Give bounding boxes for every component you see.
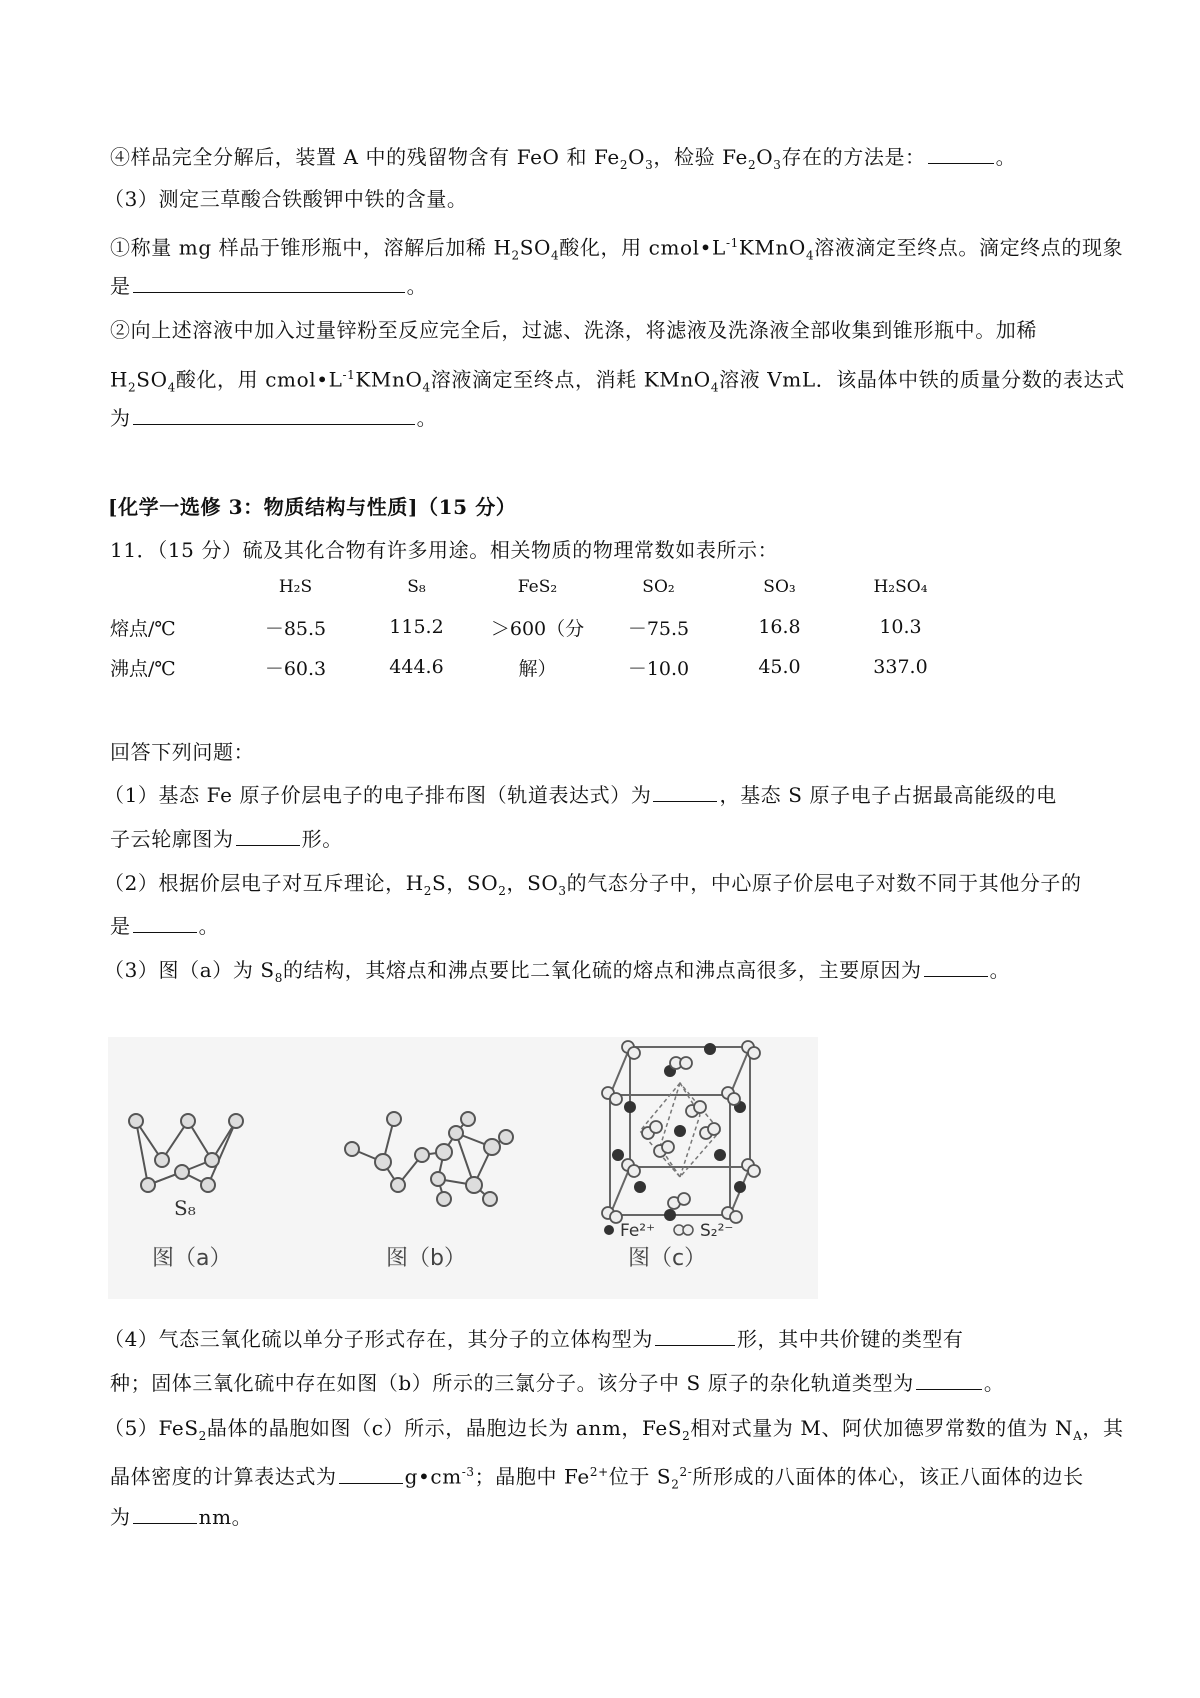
question-line-titration-1: ①称量 mg 样品于锥形瓶中，溶解后加稀 $H_2SO_4$酸化，用 $cmol•L^{-1}KMnO_4$溶液滴定至终点。滴定终点的现象 bbox=[110, 235, 1124, 263]
q11-part-4-line-2 bbox=[110, 1369, 1004, 1397]
text: ，基态 S 原子电子占据最高能级的电 bbox=[719, 783, 1057, 807]
answer-blank[interactable] bbox=[916, 1369, 982, 1390]
question-line-zinc: ②向上述溶液中加入过量锌粉至反应完全后，过滤、洗涤，将滤液及洗涤液全部收集到锥形瓶中。加稀 bbox=[110, 318, 1037, 342]
s2-legend-marker bbox=[683, 1225, 693, 1235]
q11-part-3-line: （3）图（a）为 $S_8$的结构，其熔点和沸点要比二氧化硫的熔点和沸点高很多，主要原因为 。 bbox=[104, 958, 1011, 985]
text: （5）FeS bbox=[104, 1416, 199, 1440]
table-cell: 解） bbox=[518, 657, 557, 680]
table-cell: －60.3 bbox=[264, 657, 327, 680]
table-cell: ＞600（分 bbox=[490, 617, 585, 640]
answer-blank[interactable] bbox=[924, 956, 988, 977]
row-label: 熔点/℃ bbox=[110, 617, 176, 640]
row-label: 沸点/℃ bbox=[110, 657, 176, 680]
text: H bbox=[110, 367, 129, 392]
q11-part-5-line-1: （5）FeS$_2$晶体的晶胞如图（c）所示，晶胞边长为 anm，FeS$_2$相对式量为 M、阿伏加德罗常数的值为 $N_A$，其 bbox=[104, 1416, 1124, 1443]
fe-legend-label: Fe²⁺ bbox=[620, 1221, 656, 1241]
text: 的结构，其熔点和沸点要比二氧化硫的熔点和沸点高很多，主要原因为 bbox=[282, 958, 922, 982]
text: （2）根据价层电子对互斥理论，H bbox=[104, 871, 424, 895]
table-header: S₈ bbox=[407, 577, 426, 597]
answer-blank[interactable] bbox=[655, 1325, 735, 1346]
answer-blank[interactable] bbox=[339, 1463, 403, 1484]
q11-part-2-line-1: （2）根据价层电子对互斥理论，$H_2S$，$SO_2$，$SO_3$的气态分子中，中心原子价层电子对数不同于其他分子的 bbox=[104, 871, 1082, 898]
table-header: FeS₂ bbox=[517, 577, 558, 597]
q11-part-2-line-2 bbox=[110, 912, 219, 940]
text: 的气态分子中，中心原子价层电子对数不同于其他分子的 bbox=[566, 871, 1082, 895]
q11-part-1-line-2 bbox=[110, 825, 343, 853]
q11-part-1-line-1 bbox=[104, 781, 1057, 809]
table-cell: －10.0 bbox=[627, 657, 690, 680]
table-cell: 115.2 bbox=[389, 616, 444, 638]
s8-label: S₈ bbox=[174, 1196, 196, 1220]
physical-constants-table bbox=[110, 567, 961, 687]
text: 相对式量为 M、阿伏加德罗常数的值为 N bbox=[690, 1416, 1074, 1440]
text: 为 bbox=[110, 406, 131, 430]
s2-legend-label: S₂²⁻ bbox=[700, 1221, 734, 1241]
text: 酸化，用 cmol•L bbox=[559, 235, 726, 260]
text: ④样品完全分解后，装置 A 中的残留物含有 FeO 和 Fe bbox=[110, 145, 620, 169]
q11-part-5-line-2: 晶体密度的计算表达式为 $g•cm^{-3}$；晶胞中 $Fe^{2+}$位于 $S_2^{2-}$所形成的八面体的体心，该正八面体的边长 bbox=[110, 1464, 1084, 1492]
text: 为 bbox=[110, 1505, 131, 1529]
text: 溶液 VmL．该晶体中铁的质量分数的表达式 bbox=[719, 367, 1125, 392]
figure-b-caption: 图（b） bbox=[386, 1246, 466, 1271]
subquestion-3-heading: （3）测定三草酸合铁酸钾中铁的含量。 bbox=[104, 187, 468, 211]
text: ，其 bbox=[1082, 1416, 1124, 1440]
text: O bbox=[628, 145, 646, 169]
table-cell: 10.3 bbox=[879, 616, 922, 638]
table-cell: －85.5 bbox=[264, 617, 327, 640]
text: ①称量 mg 样品于锥形瓶中，溶解后加稀 H bbox=[110, 235, 512, 260]
table-header: SO₃ bbox=[763, 577, 796, 597]
text: O bbox=[756, 145, 774, 169]
fe-legend-marker bbox=[604, 1225, 614, 1235]
text: 。 bbox=[995, 145, 1017, 169]
text: ，检验 Fe bbox=[653, 145, 748, 169]
table-cell: 45.0 bbox=[758, 656, 801, 678]
text: 种；固体三氧化硫中存在如图（b）所示的三氯分子。该分子中 S 原子的杂化轨道类型为 bbox=[110, 1371, 914, 1395]
text: KMnO bbox=[738, 235, 806, 260]
text: SO bbox=[136, 367, 168, 392]
table-header-row bbox=[110, 567, 961, 607]
table-row bbox=[110, 647, 961, 687]
table-cell: 444.6 bbox=[389, 656, 444, 678]
text: nm。 bbox=[198, 1505, 253, 1529]
text: （3）图（a）为 S bbox=[104, 958, 275, 982]
s8-atoms bbox=[129, 1114, 243, 1192]
text: 所形成的八面体的体心，该正八面体的边长 bbox=[692, 1464, 1084, 1489]
answer-blank[interactable] bbox=[133, 1503, 197, 1524]
text: SO bbox=[519, 235, 552, 260]
q11-part-4-line-1 bbox=[104, 1325, 964, 1353]
answer-blank[interactable] bbox=[928, 143, 994, 164]
text: ，SO bbox=[506, 871, 559, 895]
question-line-titration-3: $H_2SO_4$酸化，用 $cmol•L^{-1}KMnO_4$溶液滴定至终点，消耗 KMnO$_4$溶液 VmL．该晶体中铁的质量分数的表达式 bbox=[110, 367, 1125, 395]
question-line-fe2o3-test: ④样品完全分解后，装置 A 中的残留物含有 FeO 和 $Fe_2O_3$，检验 $Fe_2O_3$存在的方法是： 。 bbox=[110, 145, 1017, 172]
answer-blank[interactable] bbox=[133, 272, 405, 293]
answer-prompt: 回答下列问题： bbox=[110, 740, 255, 764]
table-cell: 16.8 bbox=[758, 616, 801, 638]
question-line-titration-2 bbox=[110, 272, 427, 300]
text: 是 bbox=[110, 274, 131, 298]
table-cell: －75.5 bbox=[627, 617, 690, 640]
answer-blank[interactable] bbox=[236, 825, 300, 846]
text: 存在的方法是： bbox=[781, 145, 926, 169]
answer-blank[interactable] bbox=[133, 404, 415, 425]
figure-a-caption: 图（a） bbox=[152, 1246, 232, 1271]
text: 子云轮廓图为 bbox=[110, 827, 234, 851]
table-row bbox=[110, 607, 961, 647]
so3-trimer-atoms bbox=[345, 1112, 513, 1206]
section-title: [化学一选修 3：物质结构与性质]（15 分） bbox=[108, 495, 517, 519]
question-line-expression bbox=[110, 404, 437, 432]
table-header: SO₂ bbox=[642, 577, 675, 597]
text: 晶体密度的计算表达式为 bbox=[110, 1464, 337, 1489]
text: （1）基态 Fe 原子价层电子的电子排布图（轨道表达式）为 bbox=[104, 783, 652, 807]
text: 是 bbox=[110, 914, 131, 938]
text: 。 bbox=[198, 914, 220, 938]
table-header: H₂S bbox=[278, 577, 313, 597]
answer-blank[interactable] bbox=[653, 781, 717, 802]
text: g•cm bbox=[404, 1464, 462, 1489]
question-11-stem: 11．（15 分）硫及其化合物有许多用途。相关物质的物理常数如表所示： bbox=[110, 538, 779, 562]
text: 。 bbox=[983, 1371, 1005, 1395]
text: 。 bbox=[416, 406, 438, 430]
text: 晶体的晶胞如图（c）所示，晶胞边长为 anm，FeS bbox=[206, 1416, 683, 1440]
table-header: H₂SO₄ bbox=[873, 577, 928, 597]
text: 形，其中共价键的类型有 bbox=[736, 1327, 964, 1351]
text: 。 bbox=[989, 958, 1011, 982]
text: 位于 S bbox=[608, 1464, 672, 1489]
q11-part-5-line-3 bbox=[110, 1503, 252, 1531]
structure-figures bbox=[108, 1037, 818, 1299]
text: 溶液滴定至终点，消耗 KMnO bbox=[430, 367, 711, 392]
text: KMnO bbox=[355, 367, 423, 392]
text: ；晶胞中 Fe bbox=[474, 1464, 590, 1489]
text: 。 bbox=[406, 274, 428, 298]
text: （4）气态三氧化硫以单分子形式存在，其分子的立体构型为 bbox=[104, 1327, 653, 1351]
text: 溶液滴定至终点。滴定终点的现象 bbox=[814, 235, 1124, 260]
table-cell: 337.0 bbox=[873, 656, 928, 678]
text: 形。 bbox=[301, 827, 343, 851]
figure-c-caption: 图（c） bbox=[628, 1246, 707, 1271]
text: 酸化，用 cmol•L bbox=[175, 367, 343, 392]
answer-blank[interactable] bbox=[133, 912, 197, 933]
text: S，SO bbox=[432, 871, 499, 895]
